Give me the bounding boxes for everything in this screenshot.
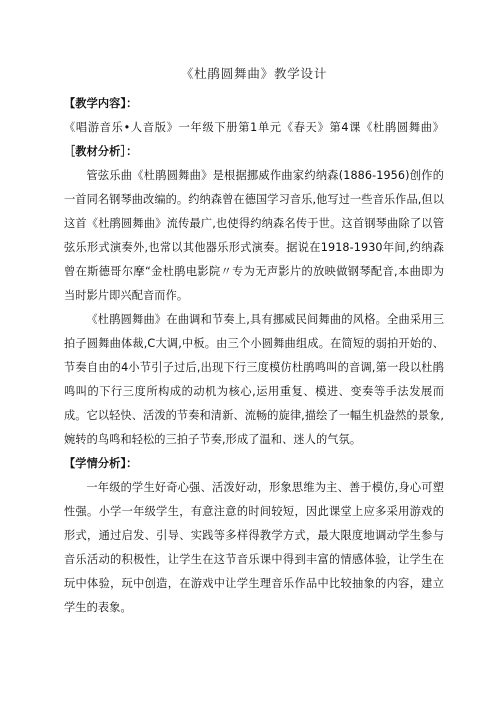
material-analysis-heading: ［教材分析］：	[64, 145, 138, 158]
teaching-content-heading: 【教学内容】：	[64, 97, 138, 110]
document-title: 《杜鹃圆舞曲》教学设计	[180, 66, 328, 81]
material-analysis-paragraph-1: 管弦乐曲《杜鹃圆舞曲》是根据挪威作曲家约纳森(1886-1956)创作的一首同名钢琴曲改编的。约纳森曾在德国学习音乐,他写过一些音乐作品,但以这首《杜鹃圆舞曲》流传最广,也使得约纳森名传于世。这首钢琴曲除了以管弦乐形式演奏外,也常以其他器乐形式演奏。据说在1918-1930年间,约纳森曾在斯德哥尔摩“金杜鹃电影院〃专为无声影片的放映做钢琴配音,本曲即为当时影片即兴配音而作。	[64, 169, 444, 302]
lesson-reference-text: 《唱游音乐•人音版》一年级下册第1单元《春天》第4课《杜鹃圆舞曲》	[64, 121, 444, 134]
document-body	[64, 64, 444, 620]
student-analysis-heading: 【学情分析】：	[64, 457, 138, 470]
lesson-reference	[64, 116, 444, 164]
material-analysis-paragraph-2: 《杜鹃圆舞曲》在曲调和节奏上,具有挪威民间舞曲的风格。全曲采用三拍子圆舞曲体裁,C大调,中板。由三个小圆舞曲组成。在简短的弱拍开始的、节奏自由的4小节引子过后,出现下行三度模仿杜鹃鸣叫的音调,第一段以杜鹃鸣叫的下行三度所构成的动机为核心,运用重复、模进、变奏等手法发展而成。它以轻快、活泼的节奏和清新、流畅的旋律,描绘了一幅生机盎然的景象,婉转的鸟鸣和轻松的三拍子节奏,形成了温和、迷人的气氛。	[64, 313, 444, 446]
student-analysis-paragraph: 一年级的学生好奇心强、活泼好动，形象思维为主、善于模仿,身心可塑性强。小学一年级学生，有意注意的时间较短，因此课堂上应多采用游戏的形式，通过启发、引导、实践等多样得教学方式，最大限度地调动学生参与音乐活动的积极性，让学生在这节音乐课中得到丰富的情感体验，让学生在玩中体验，玩中创造，在游戏中让学生理音乐作品中比较抽象的内容，建立学生的表象。	[64, 481, 444, 614]
